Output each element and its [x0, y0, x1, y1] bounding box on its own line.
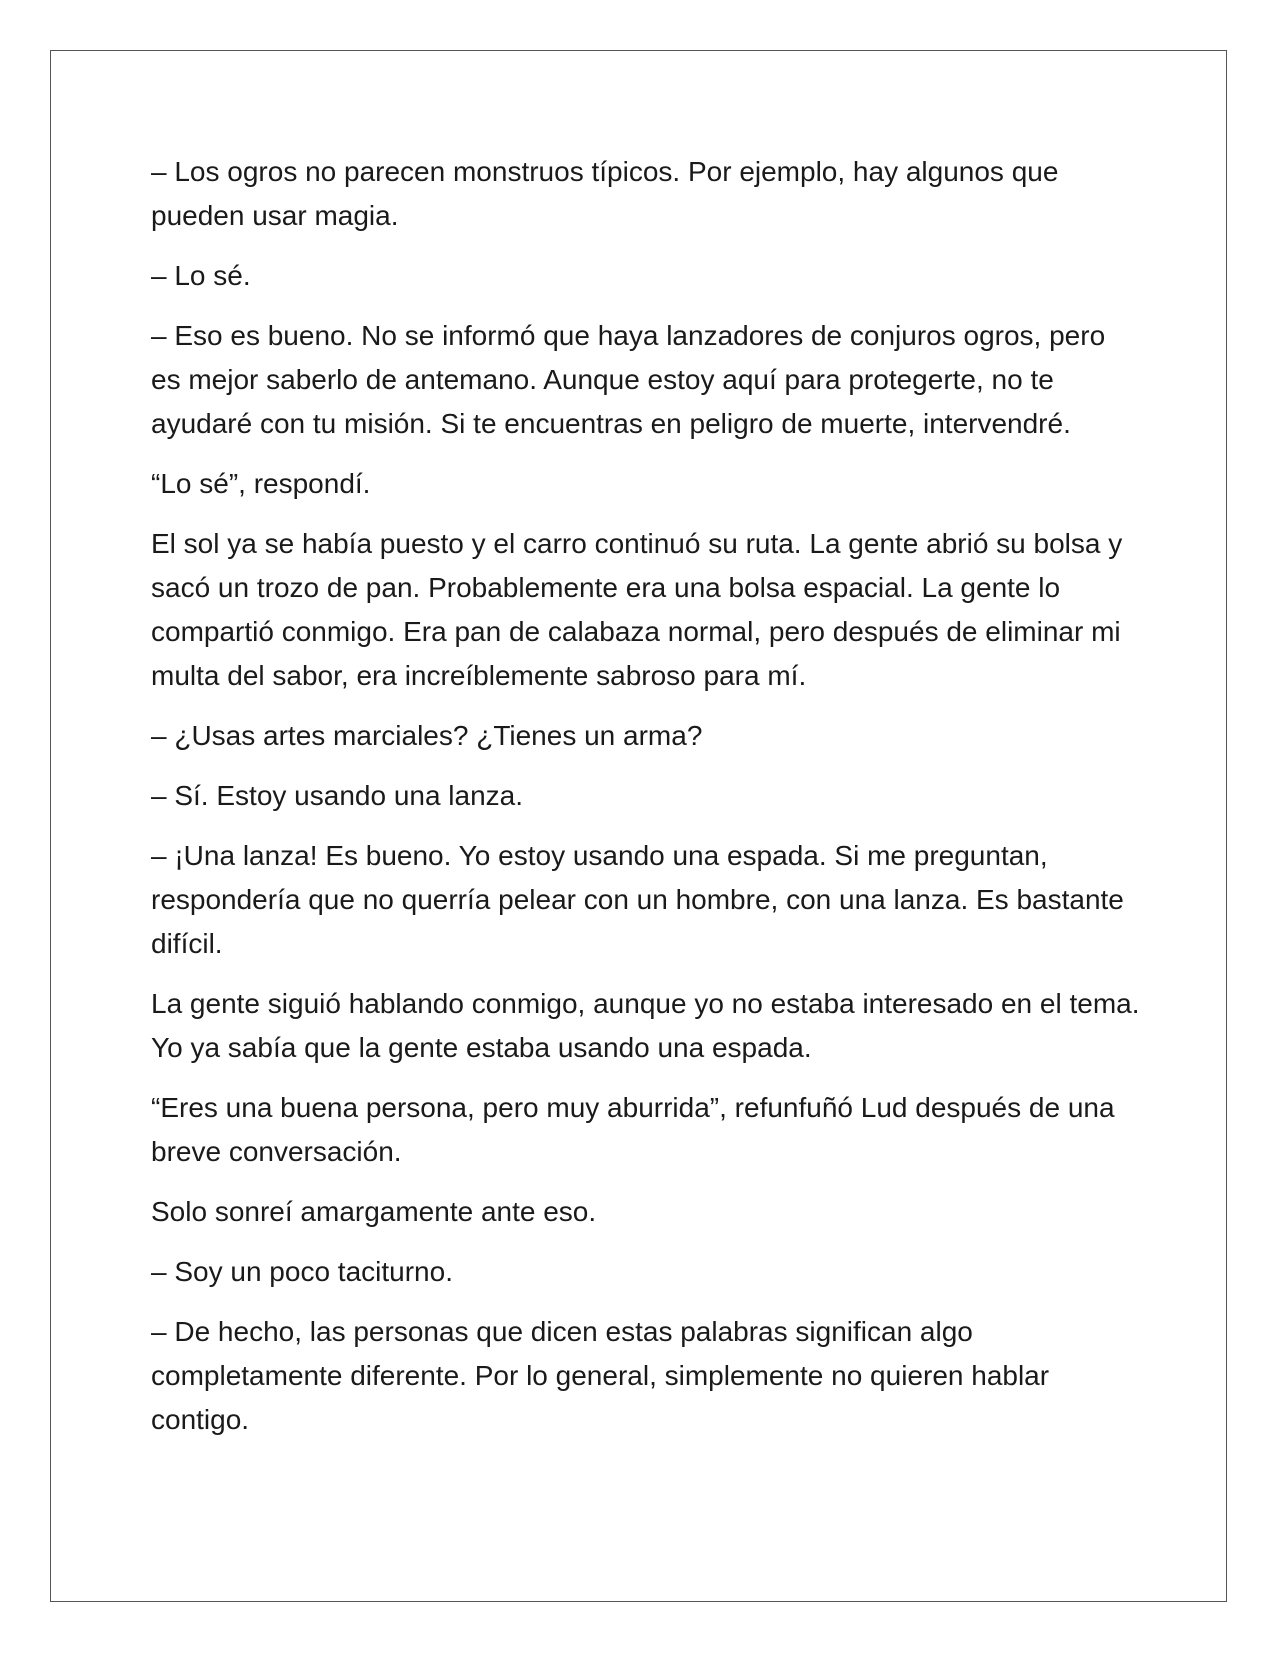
paragraph: “Lo sé”, respondí. — [151, 468, 371, 499]
paragraph: La gente siguió hablando conmigo, aunque yo no estaba interesado en el tema. Yo ya sabía que la gente estaba usando una espada. — [151, 988, 1140, 1063]
paragraph: – De hecho, las personas que dicen estas palabras significan algo completamente diferente. Por lo general, simplemente no quieren hablar contigo. — [151, 1316, 1050, 1435]
paragraph: El sol ya se había puesto y el carro continuó su ruta. La gente abrió su bolsa y sacó un trozo de pan. Probablemente era una bolsa espacial. La gente lo compartió conmigo. Era pan de calabaza normal, pero después de eliminar mi multa del sabor, era increíblemente sabroso para mí. — [151, 528, 1123, 691]
paragraph: – Eso es bueno. No se informó que haya lanzadores de conjuros ogros, pero es mejor saberlo de antemano. Aunque estoy aquí para protegerte, no te ayudaré con tu misión. Si te encuentras en peligro de muerte, intervendré. — [151, 320, 1106, 439]
paragraph: Solo sonreí amargamente ante eso. — [151, 1196, 597, 1227]
paragraph: – Los ogros no parecen monstruos típicos. Por ejemplo, hay algunos que pueden usar magia. — [151, 156, 1059, 231]
paragraph: – Sí. Estoy usando una lanza. — [151, 780, 524, 811]
page-text — [151, 150, 1141, 1458]
paragraph: – ¡Una lanza! Es bueno. Yo estoy usando una espada. Si me preguntan, respondería que no querría pelear con un hombre, con una lanza. Es bastante difícil. — [151, 840, 1124, 959]
paragraph: – Lo sé. — [151, 260, 251, 291]
paragraph: – ¿Usas artes marciales? ¿Tienes un arma? — [151, 720, 703, 751]
paragraph: “Eres una buena persona, pero muy aburrida”, refunfuñó Lud después de una breve conversación. — [151, 1092, 1115, 1167]
paragraph: – Soy un poco taciturno. — [151, 1256, 453, 1287]
